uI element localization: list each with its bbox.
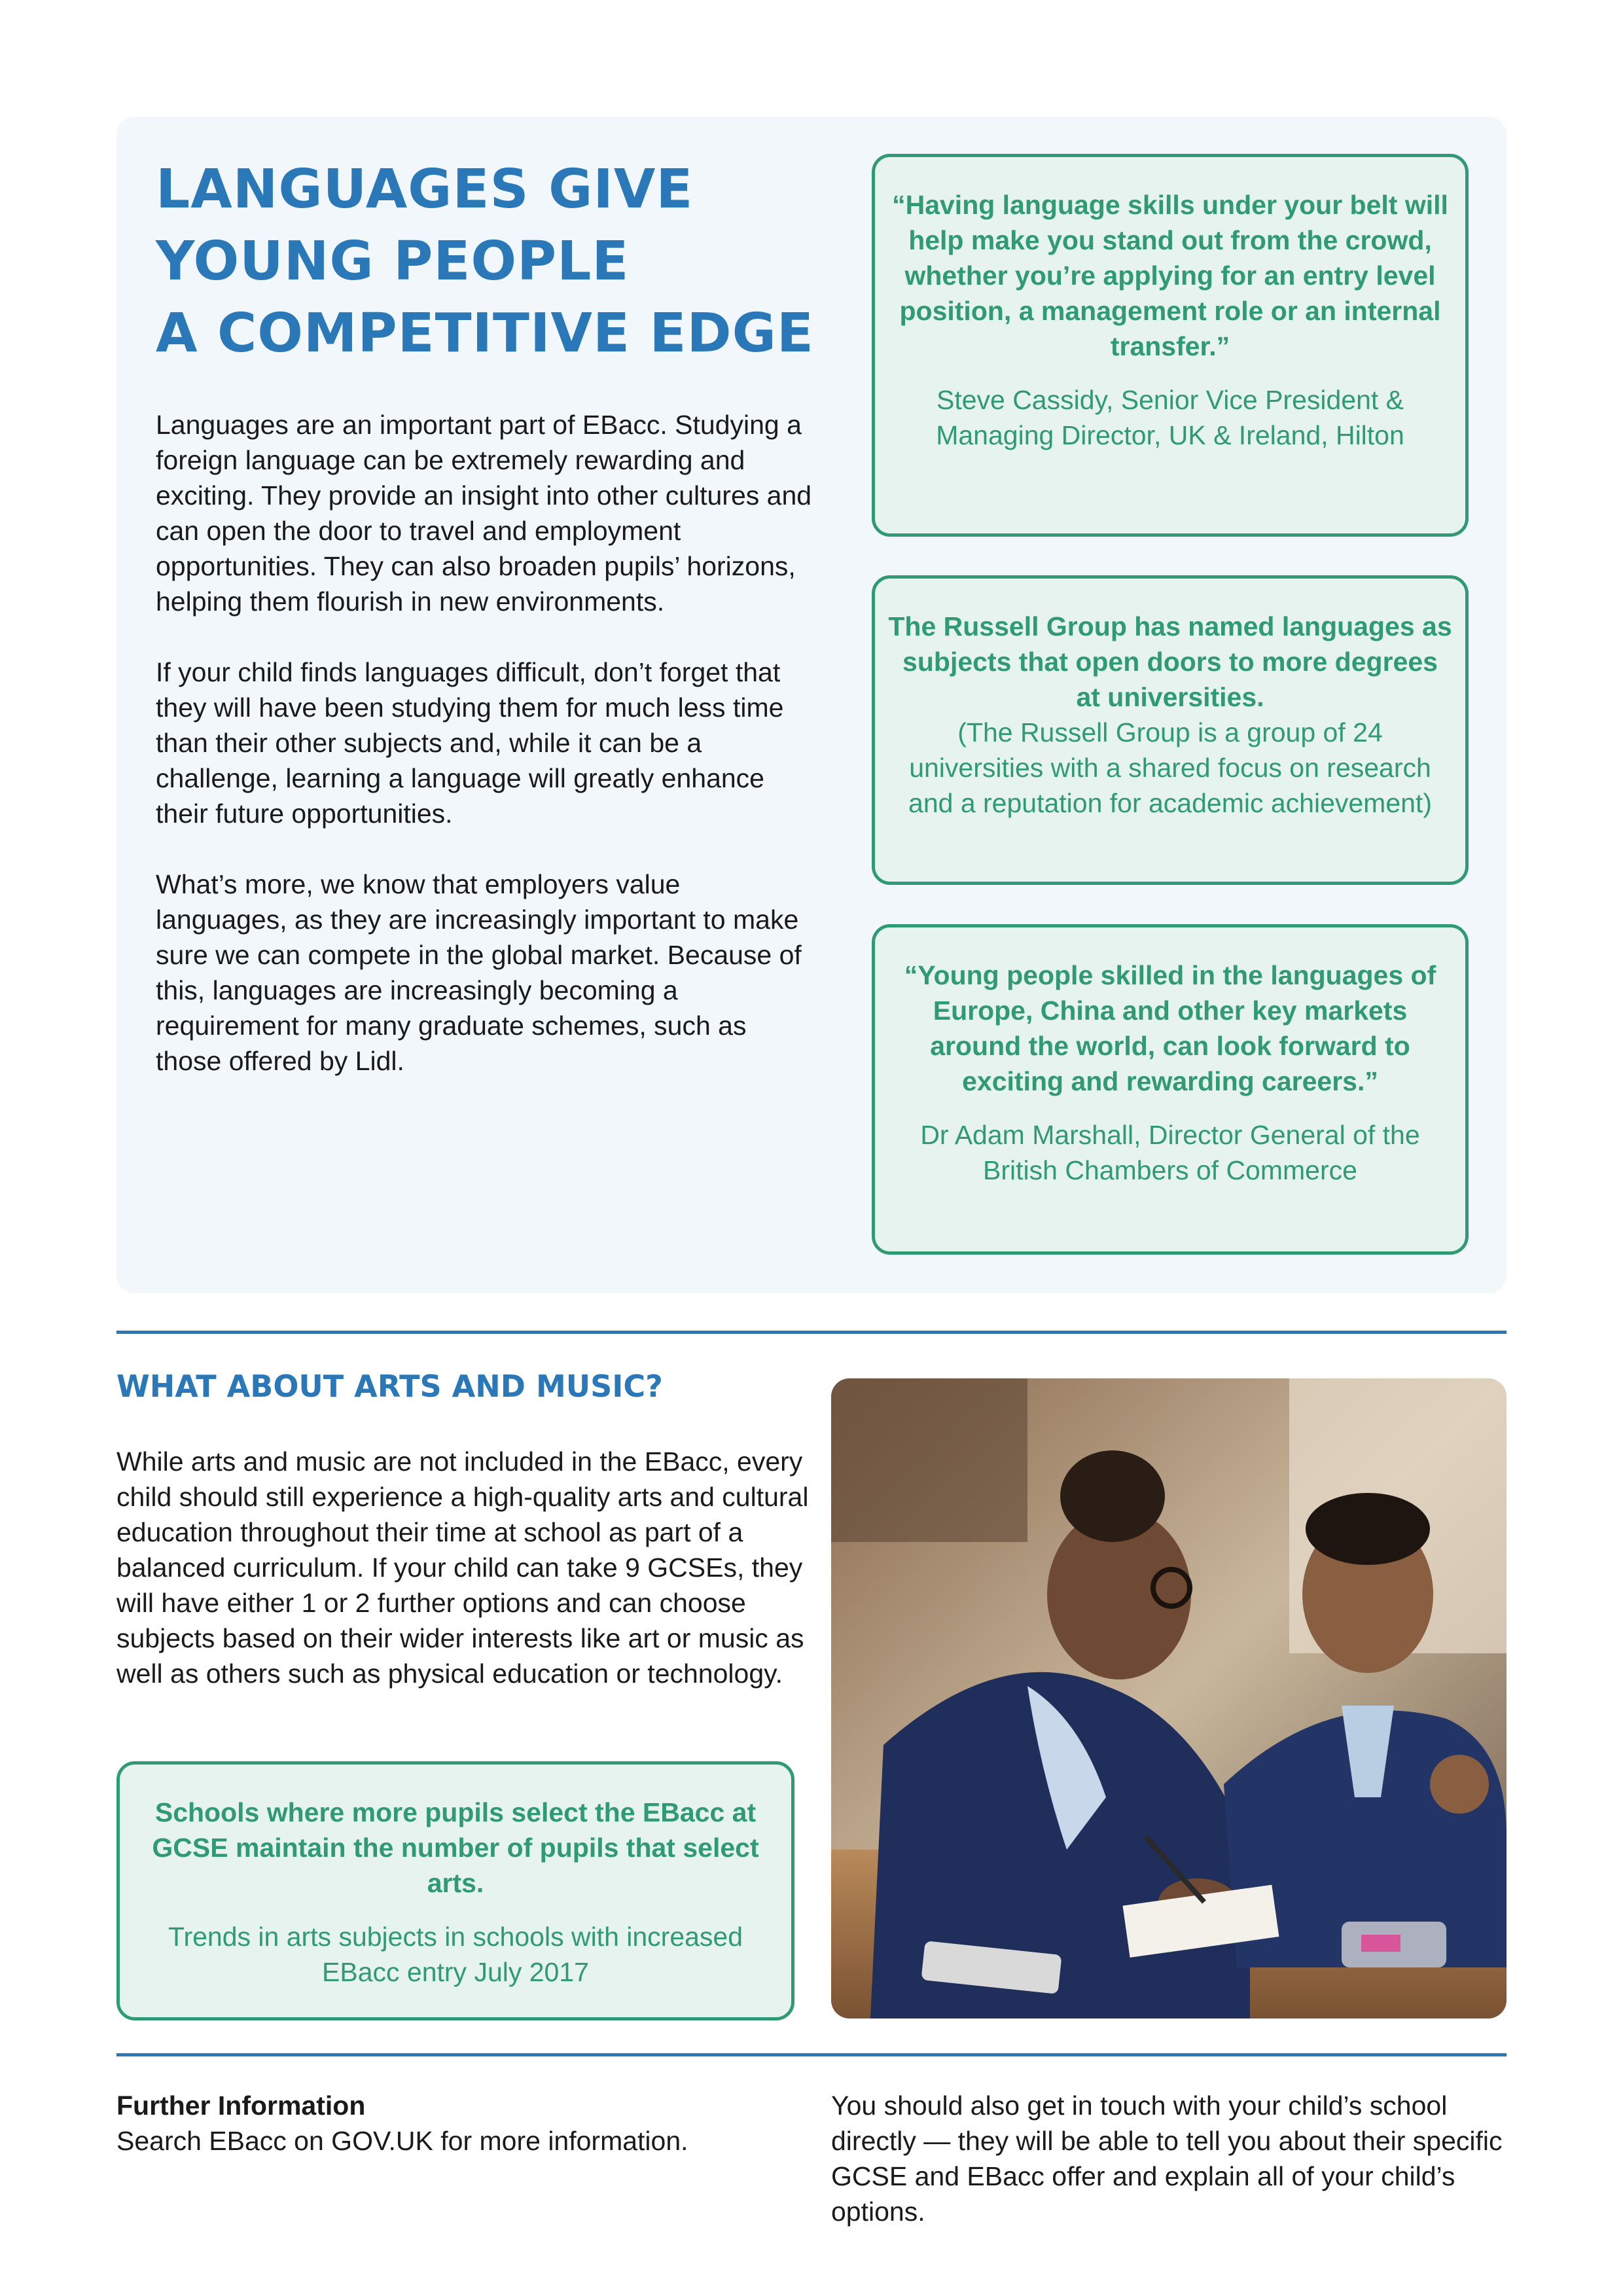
intro-paragraph-3: What’s more, we know that employers value languages, as they are increasingly important to make sure we can compete in the global market. Because of this, languages are increasingly becoming a requirement for many graduate schemes, such as those offered by Lidl. (156, 869, 802, 1076)
arts-paragraph: While arts and music are not included in the EBacc, every child should still experience a high-quality arts and cultural education throughout their time at school as part of a balanced curriculum. If your child can take 9 GCSEs, they will have either 1 or 2 further options and can choose subjects based on their wider interests like art or music as well as others such as physical education or technology. (116, 1446, 809, 1689)
title-line-1: LANGUAGES GIVE (156, 158, 694, 221)
arts-callout-box (116, 1761, 794, 2020)
divider-bottom (116, 2053, 1507, 2056)
further-info-text: Search EBacc on GOV.UK for more information. (116, 2126, 688, 2156)
quote-box-russell-group (872, 575, 1469, 885)
intro-paragraph-1: Languages are an important part of EBacc. Studying a foreign language can be extremely rewarding and exciting. They provide an insight into other cultures and can open the door to travel and employment opportunities. They can also broaden pupils’ horizons, helping them flourish in new environments. (156, 410, 812, 617)
quote-text: “Young people skilled in the languages of Europe, China and other key markets around the world, can look forward to exciting and rewarding careers.” (904, 960, 1436, 1096)
students-illustration (831, 1378, 1507, 2018)
further-information (116, 2088, 810, 2159)
quote-attribution: Steve Cassidy, Senior Vice President & Managing Director, UK & Ireland, Hilton (936, 385, 1404, 450)
intro-paragraph-2: If your child finds languages difficult, don’t forget that they will have been studying them for much less time than their other subjects and, while it can be a challenge, learning a language will greatly enhance their future opportunities. (156, 657, 784, 829)
arts-callout-source: Trends in arts subjects in schools with increased EBacc entry July 2017 (168, 1922, 743, 1987)
quote-box-chambers (872, 924, 1469, 1255)
title-line-2: YOUNG PEOPLE (156, 230, 630, 293)
title-line-3: A COMPETITIVE EDGE (156, 302, 814, 365)
intro-text (156, 407, 817, 1114)
school-contact-text: You should also get in touch with your child’s school directly — they will be able to tell you about their specific GCSE and EBacc offer and explain all of your child’s options. (831, 2090, 1503, 2227)
russell-group-statement: The Russell Group has named languages as subjects that open doors to more degrees at universities. (888, 611, 1452, 712)
russell-group-note: (The Russell Group is a group of 24 universities with a shared focus on research and a reputation for academic achievement) (908, 717, 1432, 818)
quote-attribution: Dr Adam Marshall, Director General of the British Chambers of Commerce (920, 1120, 1420, 1185)
further-info-title: Further Information (116, 2090, 366, 2121)
arts-callout-statement: Schools where more pupils select the EBacc at GCSE maintain the number of pupils that select arts. (152, 1797, 759, 1898)
arts-heading: WHAT ABOUT ARTS AND MUSIC? (116, 1369, 663, 1404)
quote-box-hilton (872, 154, 1469, 537)
page-title (156, 154, 876, 370)
divider-top (116, 1331, 1507, 1334)
quote-text: “Having language skills under your belt will help make you stand out from the crowd, whether you’re applying for an entry level position, a management role or an internal transfer.” (892, 190, 1448, 361)
students-photo (831, 1378, 1507, 2018)
